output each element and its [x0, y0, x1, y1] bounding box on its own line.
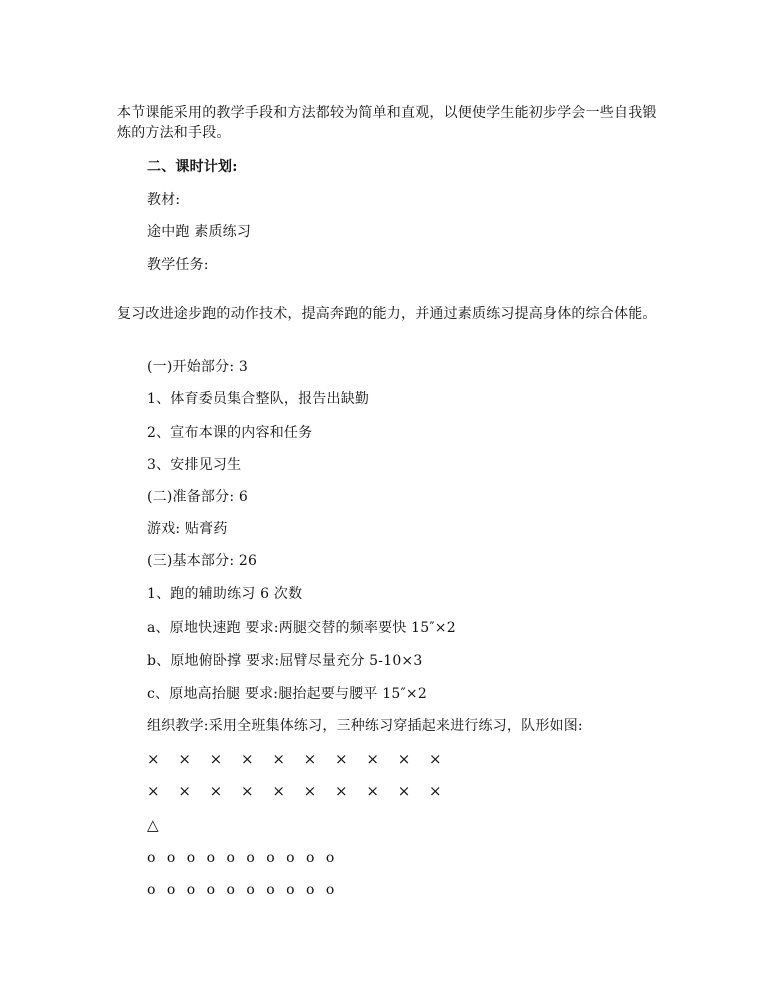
material-value: 途中跑 素质练习 [147, 224, 252, 240]
teacher-triangle-icon: △ [147, 816, 159, 834]
part1-item: 3、安排见习生 [147, 457, 242, 473]
drill-item: a、原地快速跑 要求:两腿交替的频率要快 15″×2 [147, 620, 456, 636]
part2-heading: (二)准备部分: 6 [147, 489, 248, 505]
task-label: 教学任务: [147, 257, 209, 273]
intro-paragraph: 本节课能采用的教学手段和方法都较为简单和直观，以便使学生能初步学会一些自我锻炼的方法和手段。 [117, 105, 657, 141]
part1-item: 2、宣布本课的内容和任务 [147, 425, 313, 441]
formation-row-circle: o o o o o o o o o o [147, 882, 338, 898]
task-paragraph: 复习改进途步跑的动作技术，提高奔跑的能力，并通过素质练习提高身体的综合体能。 [117, 306, 657, 322]
part1-heading: (一)开始部分: 3 [147, 359, 248, 375]
drill-item: b、原地俯卧撑 要求:屈臂尽量充分 5-10×3 [147, 653, 423, 669]
part3-heading: (三)基本部分: 26 [147, 553, 258, 569]
material-label: 教材: [147, 192, 181, 208]
organization-text: 组织教学:采用全班集体练习，三种练习穿插起来进行练习，队形如图: [147, 718, 583, 734]
part1-item: 1、体育委员集合整队，报告出缺勤 [147, 391, 370, 407]
part3-item: 1、跑的辅助练习 6 次数 [147, 586, 303, 602]
formation-row-circle: o o o o o o o o o o [147, 850, 338, 866]
section-heading: 二、课时计划: [147, 159, 238, 175]
formation-row-cross: × × × × × × × × × × [147, 750, 449, 768]
formation-row-cross: × × × × × × × × × × [147, 782, 449, 800]
drill-item: c、原地高抬腿 要求:腿抬起要与腰平 15″×2 [147, 686, 427, 702]
part2-game: 游戏: 贴膏药 [147, 521, 228, 537]
